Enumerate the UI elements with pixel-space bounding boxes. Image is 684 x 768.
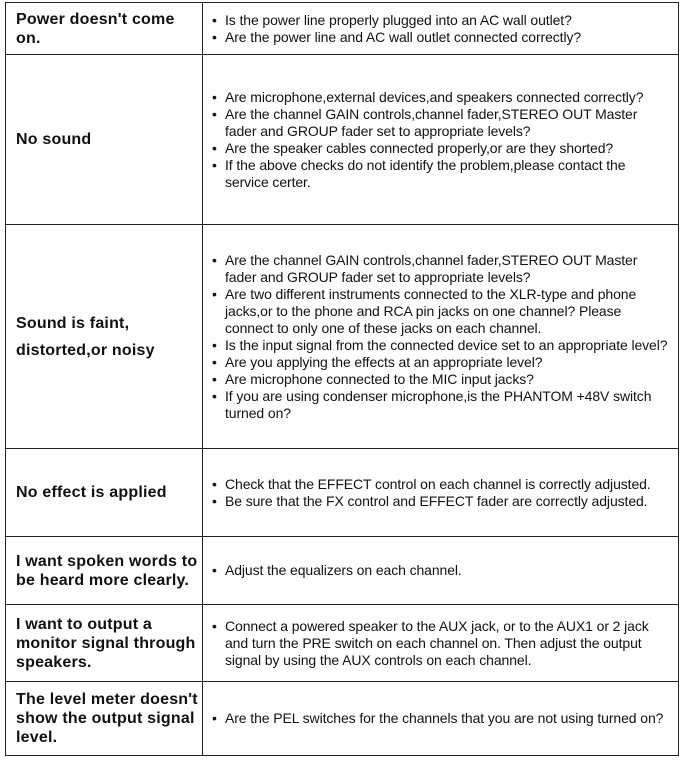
- problem-cell: No effect is applied: [6, 449, 203, 537]
- problem-cell: Sound is faint, distorted,or noisy: [6, 225, 203, 449]
- solution-item: • Are the channel GAIN controls,channel fader,STEREO OUT Master fader and GROUP fader set to appropriate levels?: [212, 105, 638, 139]
- solution-cell: [203, 605, 679, 682]
- solution-list: [212, 562, 672, 579]
- solution-item: • If the above checks do not identify the problem,please contact the service certer.: [212, 156, 626, 190]
- problem-cell: No sound: [6, 55, 203, 225]
- solution-list: [212, 89, 672, 191]
- solution-list: [212, 710, 672, 727]
- solution-cell: [203, 55, 679, 225]
- table-row: [6, 537, 679, 605]
- troubleshooting-table: [5, 2, 679, 756]
- solution-item: • Are the channel GAIN controls,channel fader,STEREO OUT Master fader and GROUP fader set to appropriate levels?: [212, 251, 638, 285]
- solution-item: • Be sure that the FX control and EFFECT fader are correctly adjusted.: [212, 492, 648, 509]
- problem-cell: Power doesn't come on.: [6, 3, 203, 55]
- solution-list: [212, 618, 672, 669]
- solution-cell: [203, 225, 679, 449]
- solution-list: [212, 252, 672, 422]
- solution-item: • Are microphone connected to the MIC input jacks?: [212, 370, 534, 387]
- solution-item: • Are microphone,external devices,and speakers connected correctly?: [212, 88, 644, 105]
- solution-item: • Check that the EFFECT control on each channel is correctly adjusted.: [212, 475, 651, 492]
- solution-item: • Connect a powered speaker to the AUX jack, or to the AUX1 or 2 jack and turn the PRE switch on each channel on. Then adjust the output signal by using the AUX controls on each channel.: [212, 617, 649, 668]
- table-row: [6, 3, 679, 55]
- table-row: [6, 225, 679, 449]
- solution-item: • Is the input signal from the connected device set to an appropriate level?: [212, 336, 668, 353]
- solution-cell: [203, 537, 679, 605]
- solution-item: • Adjust the equalizers on each channel.: [212, 562, 462, 578]
- solution-item: • Is the power line properly plugged into an AC wall outlet?: [212, 11, 572, 28]
- solution-cell: [203, 3, 679, 55]
- table-row: [6, 605, 679, 682]
- solution-cell: [203, 682, 679, 756]
- solution-cell: [203, 449, 679, 537]
- solution-item: • If you are using condenser microphone,is the PHANTOM +48V switch turned on?: [212, 387, 652, 421]
- table-row: [6, 449, 679, 537]
- solution-list: [212, 476, 672, 510]
- table-row: [6, 682, 679, 756]
- solution-item: • Are two different instruments connected to the XLR-type and phone jacks,or to the phone and RCA pin jacks on one channel? Please connect to only one of these jacks on each channel.: [212, 285, 637, 336]
- solution-item: • Are the power line and AC wall outlet connected correctly?: [212, 28, 582, 45]
- problem-cell: I want to output a monitor signal through speakers.: [6, 605, 203, 682]
- solution-item: • Are the PEL switches for the channels that you are not using turned on?: [212, 710, 664, 726]
- solution-item: • Are you applying the effects at an appropriate level?: [212, 353, 543, 370]
- table-row: [6, 55, 679, 225]
- solution-item: • Are the speaker cables connected properly,or are they shorted?: [212, 139, 614, 156]
- problem-cell: I want spoken words to be heard more clearly.: [6, 537, 203, 605]
- solution-list: [212, 12, 672, 46]
- problem-cell: The level meter doesn't show the output signal level.: [6, 682, 203, 756]
